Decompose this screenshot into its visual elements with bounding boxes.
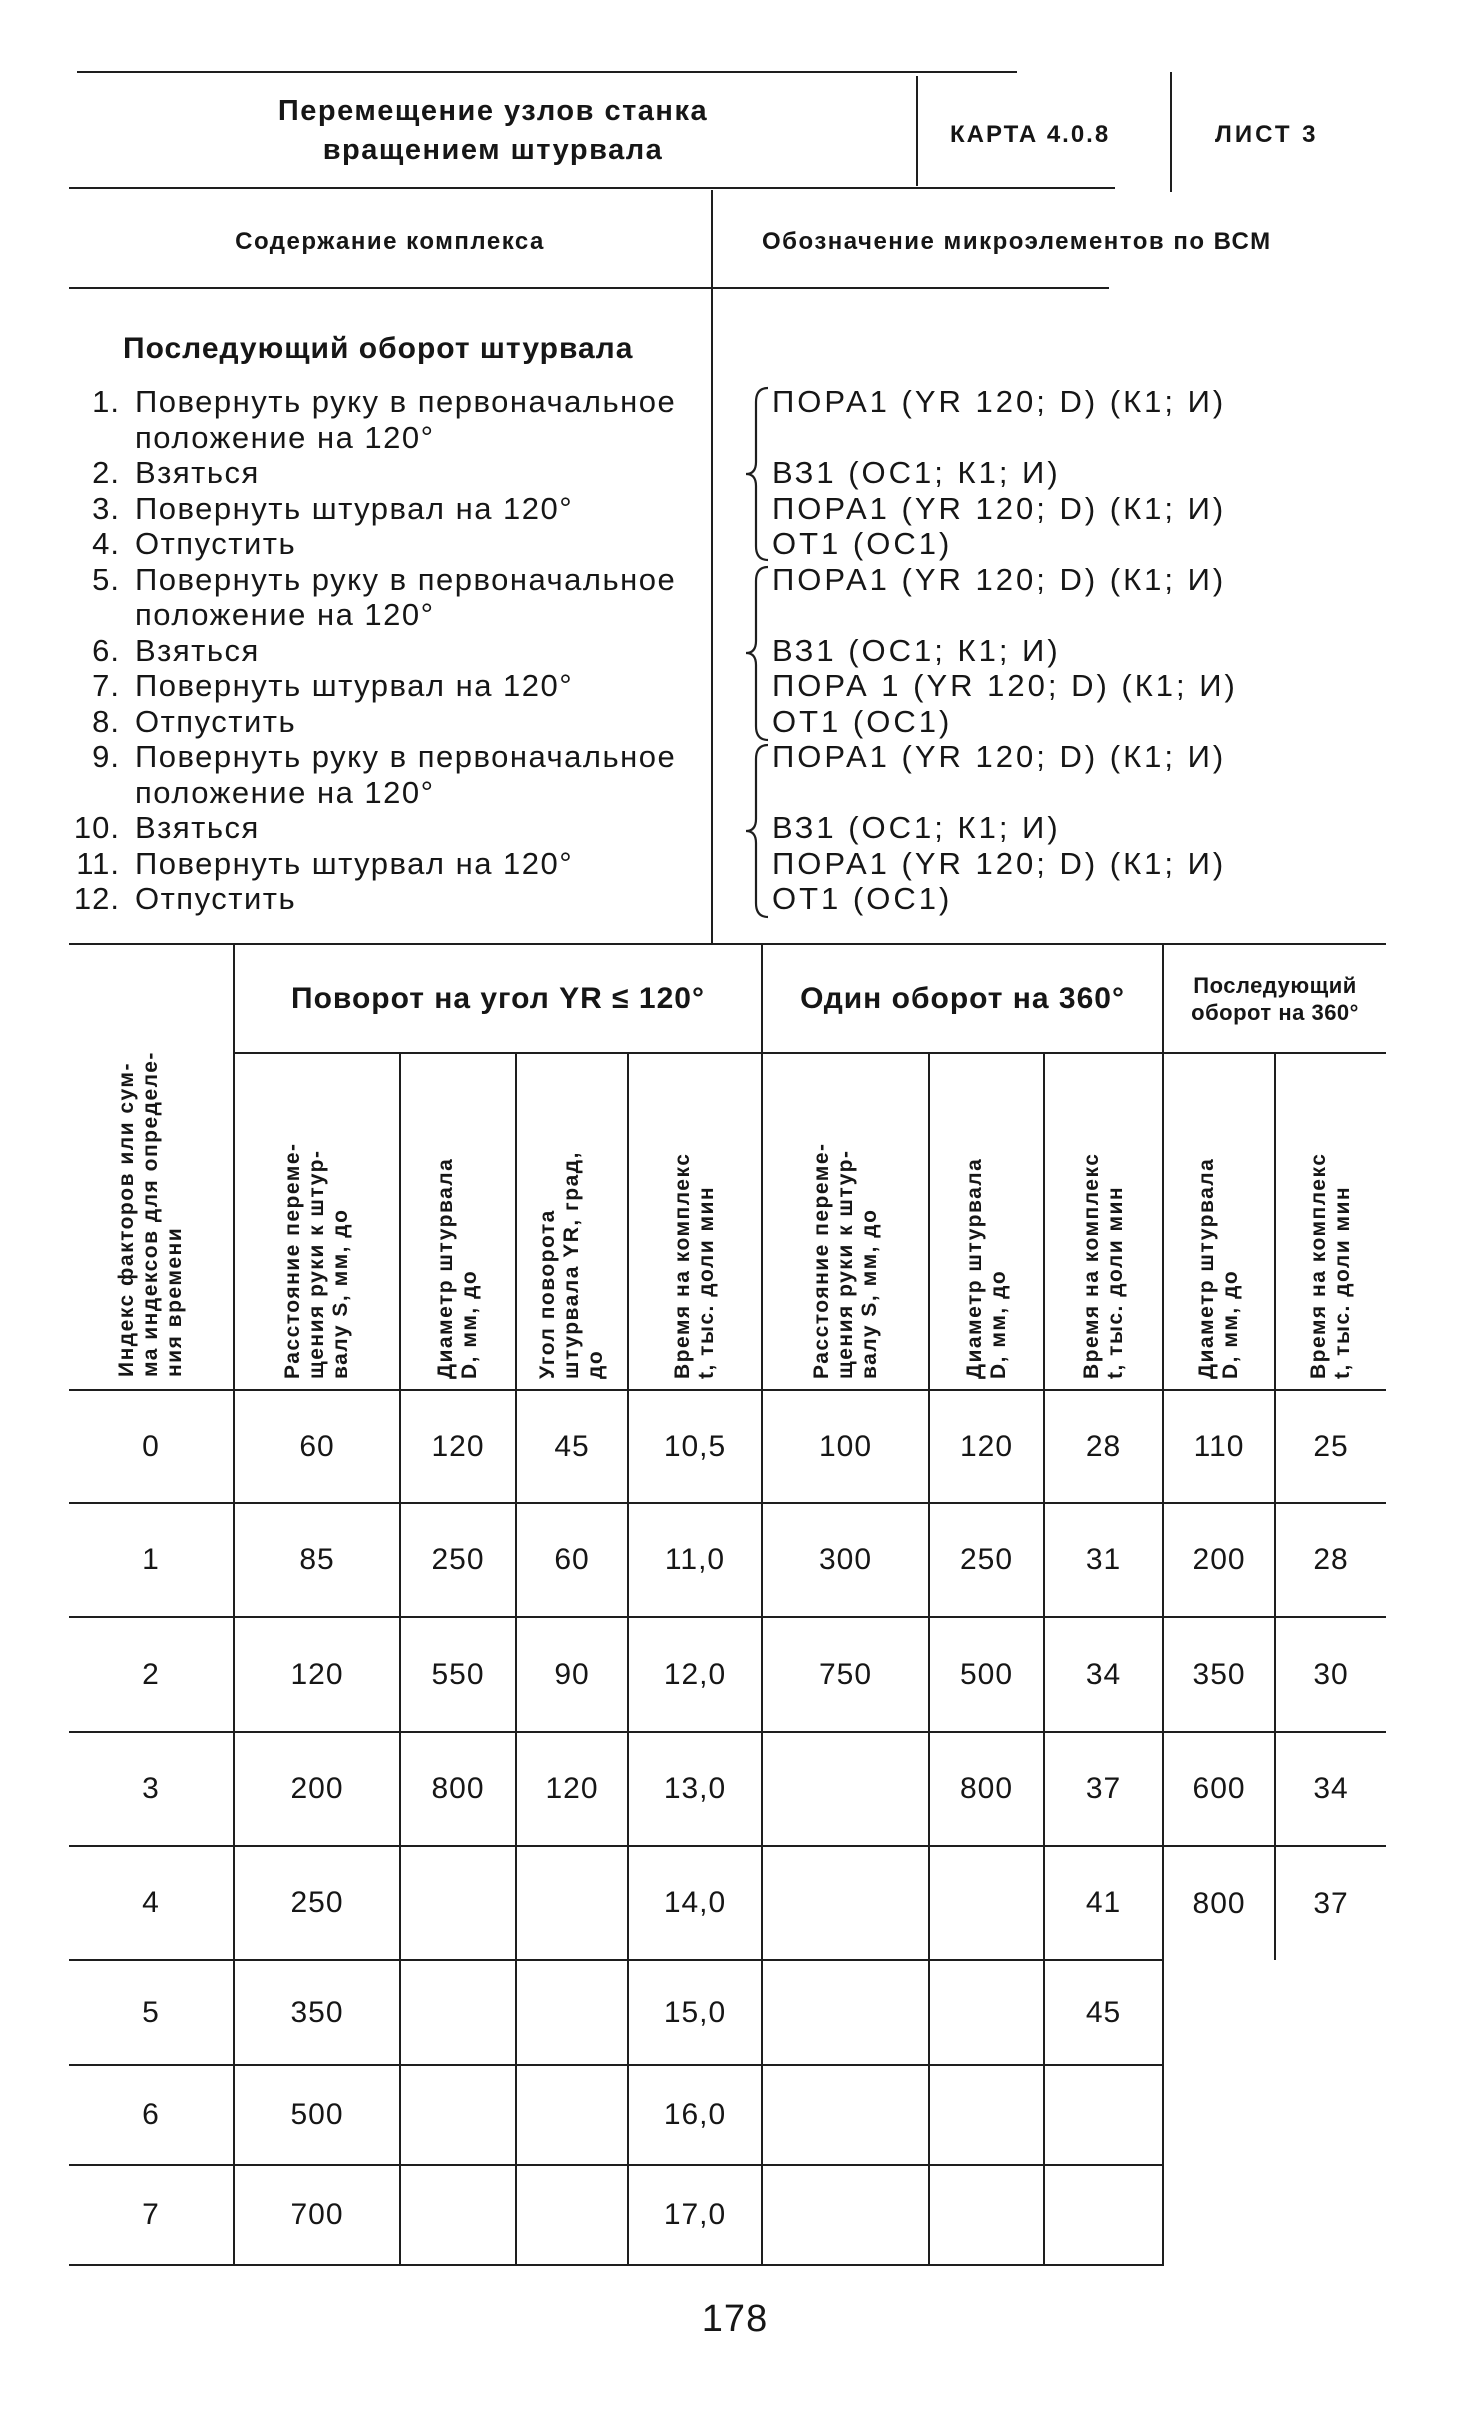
table-cell: 31	[1044, 1503, 1163, 1617]
table-cell: 34	[1044, 1617, 1163, 1732]
table-cell: 100	[762, 1390, 929, 1503]
table-cell	[516, 1846, 628, 1960]
column-header-text: Расстояние переме- щения руки к штур- валу S, мм, до	[809, 1142, 881, 1379]
section-heading-rule	[69, 287, 1109, 289]
table-row	[69, 1503, 1386, 1617]
column-header-row	[69, 1053, 1386, 1390]
table-cell: 16,0	[628, 2065, 762, 2165]
column-header	[234, 1053, 400, 1390]
group-header-row	[69, 944, 1386, 1053]
table-cell	[400, 1846, 516, 1960]
table-cell: 110	[1163, 1390, 1275, 1503]
operation-text: Взяться	[135, 455, 260, 490]
table-row	[69, 2065, 1386, 2165]
line-number: 11.	[76, 845, 120, 881]
table-cell	[762, 1846, 929, 1960]
column-header-text: Время на комплекс t, тыс. доли мин	[1079, 1152, 1127, 1379]
table-cell: 800	[1163, 1846, 1275, 1960]
operation-text: положение на 120°	[135, 774, 435, 810]
table-row	[69, 1846, 1386, 1960]
table-row	[69, 1960, 1386, 2065]
operation-text: Повернуть руку в первоначальное	[135, 739, 677, 774]
table-cell: 17,0	[628, 2165, 762, 2265]
line-number: 1.	[92, 384, 120, 419]
table-cell: 11,0	[628, 1503, 762, 1617]
column-header-text: Время на комплекс t, тыс. доли мин	[671, 1152, 718, 1379]
operation-text: положение на 120°	[135, 597, 435, 632]
table-cell: 200	[234, 1732, 400, 1846]
column-header-text: Диаметр штурвала D, мм, до	[962, 1157, 1010, 1379]
norms-table	[69, 943, 1386, 2266]
table-cell	[1163, 2165, 1275, 2265]
group-header-rotation: Поворот на угол YR ≤ 120°	[234, 944, 762, 1053]
table-cell: 60	[234, 1390, 400, 1503]
table-cell: 37	[1044, 1732, 1163, 1846]
table-cell	[1275, 1960, 1386, 2065]
table-cell: 45	[516, 1390, 628, 1503]
micro-element-code: ОТ1 (ОС1)	[772, 881, 953, 916]
codes-heading: Обозначение микроэлементов по ВСМ	[762, 228, 1272, 255]
row-index-cell: 1	[69, 1503, 234, 1617]
complex-title: Последующий оборот штурвала	[123, 332, 634, 365]
table-row	[69, 1732, 1386, 1846]
brace-group-2	[746, 567, 768, 740]
table-cell	[929, 2165, 1044, 2265]
operation-text: Отпустить	[135, 881, 297, 916]
line-number: 4.	[92, 526, 120, 561]
table-cell: 28	[1044, 1390, 1163, 1503]
table-cell: 800	[929, 1732, 1044, 1846]
table-body	[69, 1390, 1386, 2265]
table-cell: 45	[1044, 1960, 1163, 2065]
column-header	[628, 1053, 762, 1390]
line-number: 3.	[92, 490, 120, 526]
table-cell: 600	[1163, 1732, 1275, 1846]
operation-list	[0, 384, 1479, 917]
row-index-cell: 6	[69, 2065, 234, 2165]
page-title	[69, 92, 917, 170]
table-cell: 37	[1275, 1846, 1386, 1960]
operation-line	[0, 597, 1479, 633]
table-cell	[1275, 2065, 1386, 2165]
table-cell: 28	[1275, 1503, 1386, 1617]
table-cell: 500	[929, 1617, 1044, 1732]
table-cell: 750	[762, 1617, 929, 1732]
group-header-one-turn: Один оборот на 360°	[762, 944, 1163, 1053]
column-header-text: Расстояние переме- щения руки к штур- валу S, мм, до	[281, 1142, 352, 1379]
table-cell	[929, 1846, 1044, 1960]
table-cell: 120	[929, 1390, 1044, 1503]
table-cell: 800	[400, 1732, 516, 1846]
table-cell: 250	[234, 1846, 400, 1960]
operation-text: Повернуть штурвал на 120°	[135, 490, 574, 526]
operation-line	[0, 455, 1479, 491]
table-cell	[516, 1960, 628, 2065]
line-number: 10.	[73, 810, 120, 845]
micro-element-code: ПОРА1 (YR 120; D) (К1; И)	[772, 384, 1227, 419]
table-cell: 120	[400, 1390, 516, 1503]
operation-text: Взяться	[135, 810, 260, 845]
brace-group-1	[746, 388, 768, 560]
row-index-cell: 2	[69, 1617, 234, 1732]
table-cell: 30	[1275, 1617, 1386, 1732]
column-header	[1163, 1053, 1275, 1390]
table-cell	[762, 2065, 929, 2165]
table-cell	[929, 1960, 1044, 2065]
table-cell: 10,5	[628, 1390, 762, 1503]
table-cell: 550	[400, 1617, 516, 1732]
line-number: 7.	[92, 668, 120, 703]
column-header	[1044, 1053, 1163, 1390]
table-cell: 41	[1044, 1846, 1163, 1960]
operation-line	[0, 491, 1479, 527]
table-cell: 200	[1163, 1503, 1275, 1617]
operation-line	[0, 562, 1479, 598]
micro-element-code: ПОРА1 (YR 120; D) (К1; И)	[772, 561, 1227, 597]
table-cell	[1044, 2065, 1163, 2165]
operation-text: Повернуть руку в первоначальное	[135, 561, 677, 597]
table-cell	[516, 2065, 628, 2165]
grouping-braces	[742, 380, 772, 925]
table-cell	[400, 2165, 516, 2265]
operation-text: Повернуть руку в первоначальное	[135, 384, 677, 419]
table-cell: 12,0	[628, 1617, 762, 1732]
micro-element-code: ВЗ1 (ОС1; К1; И)	[772, 632, 1061, 668]
line-number: 9.	[92, 739, 120, 774]
operation-line	[0, 668, 1479, 704]
operation-text: Отпустить	[135, 703, 297, 739]
sheet-number: ЛИСТ 3	[1215, 121, 1319, 148]
column-header	[762, 1053, 929, 1390]
table-cell	[400, 2065, 516, 2165]
index-column-header	[69, 944, 234, 1390]
page-number: 178	[701, 2298, 769, 2340]
table-row	[69, 1390, 1386, 1503]
column-header-text: Время на комплекс t, тыс. доли мин	[1307, 1152, 1355, 1379]
table-cell: 250	[400, 1503, 516, 1617]
operation-line	[0, 526, 1479, 562]
table-row	[69, 2165, 1386, 2265]
operation-line	[0, 384, 1479, 420]
table-cell: 14,0	[628, 1846, 762, 1960]
sheet-divider	[1170, 72, 1172, 192]
operation-line	[0, 775, 1479, 811]
table-cell	[762, 1732, 929, 1846]
table-cell: 90	[516, 1617, 628, 1732]
brace-group-3	[746, 745, 768, 917]
table-cell	[929, 2065, 1044, 2165]
line-number: 2.	[92, 455, 120, 490]
table-cell	[1163, 1960, 1275, 2065]
row-index-cell: 4	[69, 1846, 234, 1960]
table-cell	[1044, 2165, 1163, 2265]
table-cell: 120	[516, 1732, 628, 1846]
table-cell: 350	[1163, 1617, 1275, 1732]
group-header-next-turn: Последующий оборот на 360°	[1163, 944, 1386, 1053]
card-number: КАРТА 4.0.8	[950, 121, 1111, 148]
line-number: 6.	[92, 632, 120, 668]
table-cell: 300	[762, 1503, 929, 1617]
operation-line	[0, 704, 1479, 740]
table-cell: 85	[234, 1503, 400, 1617]
micro-element-code: ПОРА1 (YR 120; D) (К1; И)	[772, 490, 1227, 526]
column-header-text: Диаметр штурвала D, мм, до	[434, 1157, 481, 1379]
table-cell	[516, 2165, 628, 2265]
page-title-line-1: Перемещение узлов станка	[277, 95, 709, 127]
operation-line	[0, 633, 1479, 669]
operation-text: Взяться	[135, 632, 260, 668]
header-bottom-rule	[69, 187, 1115, 189]
table-cell: 500	[234, 2065, 400, 2165]
row-index-cell: 7	[69, 2165, 234, 2265]
line-number: 8.	[92, 703, 120, 739]
operation-text: положение на 120°	[135, 419, 435, 455]
table-cell: 34	[1275, 1732, 1386, 1846]
table-cell: 120	[234, 1617, 400, 1732]
micro-element-code: ПОРА1 (YR 120; D) (К1; И)	[772, 845, 1227, 881]
column-header-text: Диаметр штурвала D, мм, до	[1195, 1157, 1243, 1379]
micro-element-code: ВЗ1 (ОС1; К1; И)	[772, 455, 1061, 490]
operation-text: Повернуть штурвал на 120°	[135, 668, 574, 703]
row-index-cell: 3	[69, 1732, 234, 1846]
micro-element-code: ПОРА 1 (YR 120; D) (К1; И)	[772, 668, 1238, 703]
operation-text: Отпустить	[135, 526, 297, 561]
operation-text: Повернуть штурвал на 120°	[135, 845, 574, 881]
operation-line	[0, 739, 1479, 775]
table-cell: 250	[929, 1503, 1044, 1617]
operation-line	[0, 420, 1479, 456]
table-cell	[762, 1960, 929, 2065]
table-cell: 25	[1275, 1390, 1386, 1503]
operation-line	[0, 846, 1479, 882]
table-cell: 700	[234, 2165, 400, 2265]
column-header	[929, 1053, 1044, 1390]
operation-line	[0, 881, 1479, 917]
table-cell	[1275, 2165, 1386, 2265]
micro-element-code: ОТ1 (ОС1)	[772, 526, 953, 561]
column-header-text: Угол поворота штурвала YR, град, до	[536, 1151, 607, 1379]
page-title-line-2: вращением штурвала	[322, 134, 664, 166]
table-cell	[400, 1960, 516, 2065]
table-cell: 60	[516, 1503, 628, 1617]
column-header	[516, 1053, 628, 1390]
operation-line	[0, 810, 1479, 846]
content-heading: Содержание комплекса	[235, 228, 545, 255]
table-cell	[762, 2165, 929, 2265]
line-number: 5.	[92, 561, 120, 597]
column-header	[1275, 1053, 1386, 1390]
micro-element-code: ПОРА1 (YR 120; D) (К1; И)	[772, 739, 1227, 774]
line-number: 12.	[73, 881, 120, 916]
row-index-cell: 0	[69, 1390, 234, 1503]
table-cell	[1163, 2065, 1275, 2165]
index-column-header-text: Индекс факторов или сум- ма индексов для определе- ния времени	[115, 1051, 186, 1377]
micro-element-code: ВЗ1 (ОС1; К1; И)	[772, 810, 1061, 845]
table-cell: 350	[234, 1960, 400, 2065]
top-rule	[77, 71, 1017, 73]
column-header	[400, 1053, 516, 1390]
row-index-cell: 5	[69, 1960, 234, 2065]
table-cell: 13,0	[628, 1732, 762, 1846]
micro-element-code: ОТ1 (ОС1)	[772, 703, 953, 739]
table-cell: 15,0	[628, 1960, 762, 2065]
table-row	[69, 1617, 1386, 1732]
